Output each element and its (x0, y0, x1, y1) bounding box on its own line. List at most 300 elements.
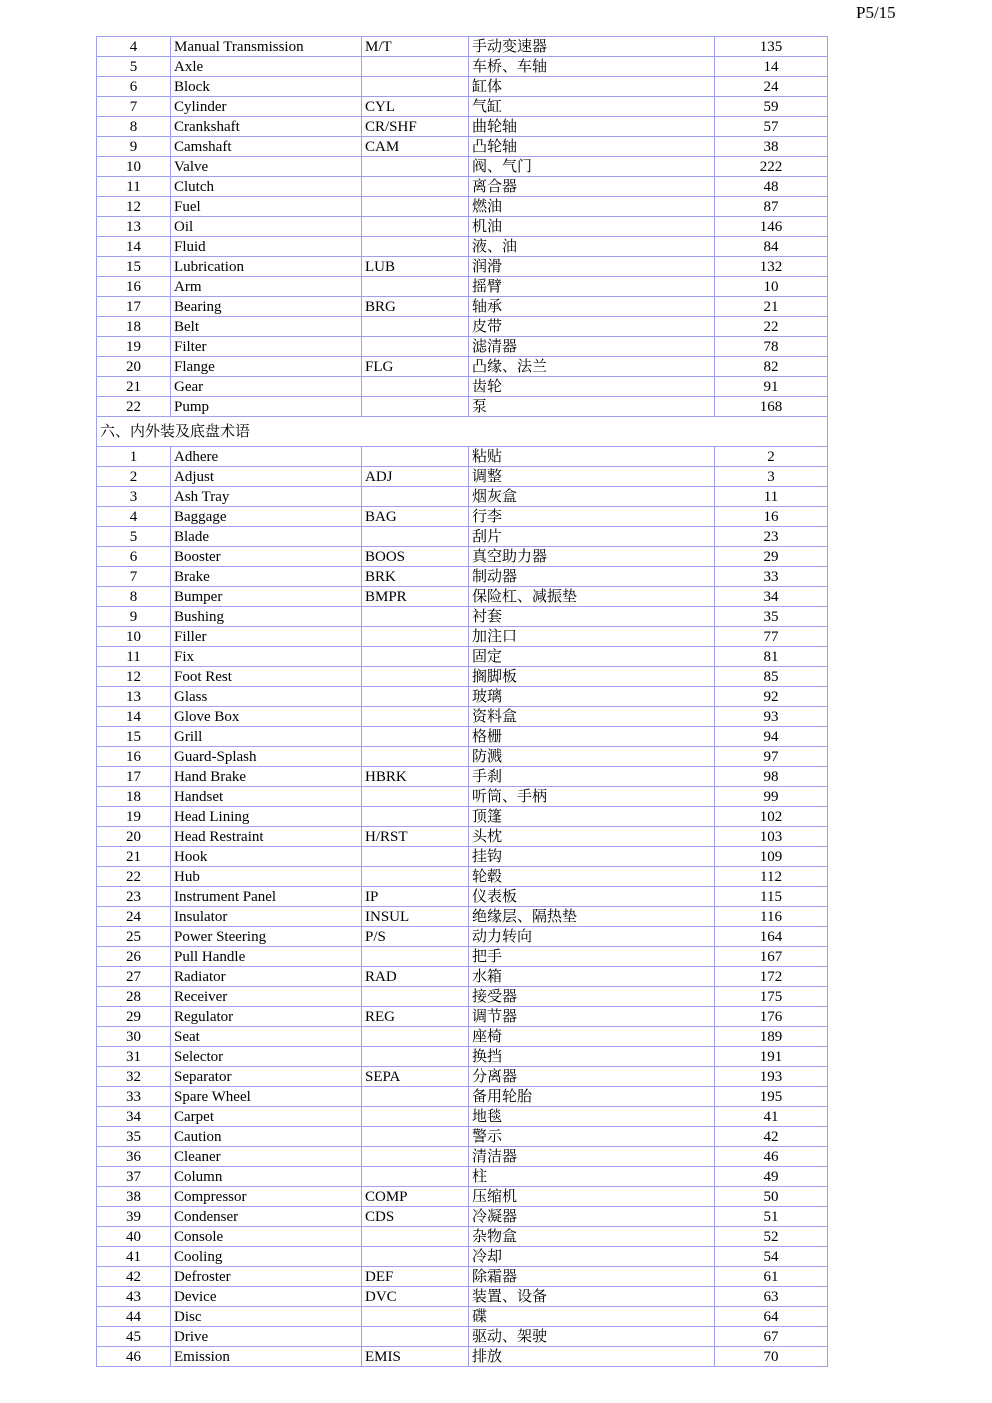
row-number: 32 (97, 1067, 171, 1087)
table-row (97, 567, 828, 587)
chinese-term: 听筒、手柄 (469, 787, 715, 807)
chinese-term: 手动变速器 (469, 37, 715, 57)
reference-number: 93 (715, 707, 828, 727)
table-row (97, 1187, 828, 1207)
english-term: Adhere (171, 447, 362, 467)
row-number: 42 (97, 1267, 171, 1287)
english-term: Emission (171, 1347, 362, 1367)
chinese-term: 加注口 (469, 627, 715, 647)
row-number: 46 (97, 1347, 171, 1367)
english-term: Disc (171, 1307, 362, 1327)
abbreviation (362, 337, 469, 357)
chinese-term: 摇臂 (469, 277, 715, 297)
english-term: Instrument Panel (171, 887, 362, 907)
reference-number: 103 (715, 827, 828, 847)
english-term: Glass (171, 687, 362, 707)
english-term: Console (171, 1227, 362, 1247)
table-row (97, 807, 828, 827)
reference-number: 115 (715, 887, 828, 907)
section-title: 六、内外装及底盘术语 (97, 417, 828, 447)
abbreviation: DEF (362, 1267, 469, 1287)
english-term: Brake (171, 567, 362, 587)
abbreviation: BMPR (362, 587, 469, 607)
chinese-term: 衬套 (469, 607, 715, 627)
reference-number: 92 (715, 687, 828, 707)
abbreviation (362, 177, 469, 197)
table-row (97, 1107, 828, 1127)
abbreviation: DVC (362, 1287, 469, 1307)
reference-number: 175 (715, 987, 828, 1007)
english-term: Blade (171, 527, 362, 547)
english-term: Guard-Splash (171, 747, 362, 767)
row-number: 6 (97, 77, 171, 97)
table-row (97, 1287, 828, 1307)
chinese-term: 泵 (469, 397, 715, 417)
abbreviation (362, 627, 469, 647)
reference-number: 63 (715, 1287, 828, 1307)
reference-number: 57 (715, 117, 828, 137)
reference-number: 67 (715, 1327, 828, 1347)
table-row (97, 827, 828, 847)
chinese-term: 除霜器 (469, 1267, 715, 1287)
table-row (97, 1007, 828, 1027)
row-number: 11 (97, 647, 171, 667)
reference-number: 164 (715, 927, 828, 947)
table-row (97, 77, 828, 97)
table-row (97, 1087, 828, 1107)
chinese-term: 轮毂 (469, 867, 715, 887)
chinese-term: 手刹 (469, 767, 715, 787)
row-number: 26 (97, 947, 171, 967)
row-number: 12 (97, 197, 171, 217)
table-row (97, 547, 828, 567)
abbreviation: FLG (362, 357, 469, 377)
row-number: 35 (97, 1127, 171, 1147)
table-row (97, 1207, 828, 1227)
chinese-term: 气缸 (469, 97, 715, 117)
english-term: Carpet (171, 1107, 362, 1127)
row-number: 2 (97, 467, 171, 487)
row-number: 10 (97, 627, 171, 647)
chinese-term: 警示 (469, 1127, 715, 1147)
chinese-term: 真空助力器 (469, 547, 715, 567)
chinese-term: 碟 (469, 1307, 715, 1327)
english-term: Receiver (171, 987, 362, 1007)
table-row (97, 1127, 828, 1147)
table-row (97, 907, 828, 927)
table-row (97, 967, 828, 987)
abbreviation: EMIS (362, 1347, 469, 1367)
abbreviation (362, 1087, 469, 1107)
reference-number: 59 (715, 97, 828, 117)
reference-number: 77 (715, 627, 828, 647)
row-number: 3 (97, 487, 171, 507)
chinese-term: 粘贴 (469, 447, 715, 467)
row-number: 5 (97, 527, 171, 547)
row-number: 24 (97, 907, 171, 927)
abbreviation (362, 847, 469, 867)
english-term: Seat (171, 1027, 362, 1047)
reference-number: 135 (715, 37, 828, 57)
abbreviation (362, 687, 469, 707)
row-number: 18 (97, 787, 171, 807)
abbreviation: ADJ (362, 467, 469, 487)
reference-number: 10 (715, 277, 828, 297)
reference-number: 87 (715, 197, 828, 217)
table-row (97, 277, 828, 297)
chinese-term: 调节器 (469, 1007, 715, 1027)
chinese-term: 调整 (469, 467, 715, 487)
reference-number: 61 (715, 1267, 828, 1287)
table-row (97, 887, 828, 907)
english-term: Filter (171, 337, 362, 357)
reference-number: 109 (715, 847, 828, 867)
abbreviation: INSUL (362, 907, 469, 927)
row-number: 19 (97, 337, 171, 357)
reference-number: 70 (715, 1347, 828, 1367)
chinese-term: 装置、设备 (469, 1287, 715, 1307)
abbreviation (362, 1107, 469, 1127)
table-row (97, 687, 828, 707)
table-row (97, 447, 828, 467)
english-term: Fuel (171, 197, 362, 217)
abbreviation: COMP (362, 1187, 469, 1207)
abbreviation (362, 607, 469, 627)
table-row (97, 787, 828, 807)
table-row (97, 647, 828, 667)
table-row (97, 1047, 828, 1067)
abbreviation (362, 787, 469, 807)
table-row (97, 987, 828, 1007)
table-row (97, 867, 828, 887)
table-row (97, 177, 828, 197)
row-number: 39 (97, 1207, 171, 1227)
english-term: Radiator (171, 967, 362, 987)
reference-number: 11 (715, 487, 828, 507)
reference-number: 34 (715, 587, 828, 607)
table-row (97, 627, 828, 647)
chinese-term: 制动器 (469, 567, 715, 587)
row-number: 18 (97, 317, 171, 337)
abbreviation: HBRK (362, 767, 469, 787)
chinese-term: 滤清器 (469, 337, 715, 357)
english-term: Belt (171, 317, 362, 337)
english-term: Device (171, 1287, 362, 1307)
row-number: 10 (97, 157, 171, 177)
row-number: 45 (97, 1327, 171, 1347)
reference-number: 189 (715, 1027, 828, 1047)
reference-number: 94 (715, 727, 828, 747)
english-term: Booster (171, 547, 362, 567)
chinese-term: 皮带 (469, 317, 715, 337)
table-row (97, 707, 828, 727)
reference-number: 50 (715, 1187, 828, 1207)
english-term: Oil (171, 217, 362, 237)
row-number: 12 (97, 667, 171, 687)
reference-number: 41 (715, 1107, 828, 1127)
english-term: Fluid (171, 237, 362, 257)
reference-number: 97 (715, 747, 828, 767)
row-number: 25 (97, 927, 171, 947)
abbreviation (362, 987, 469, 1007)
row-number: 31 (97, 1047, 171, 1067)
table-row (97, 397, 828, 417)
chinese-term: 清洁器 (469, 1147, 715, 1167)
table-row (97, 1227, 828, 1247)
reference-number: 132 (715, 257, 828, 277)
chinese-term: 仪表板 (469, 887, 715, 907)
english-term: Glove Box (171, 707, 362, 727)
english-term: Fix (171, 647, 362, 667)
reference-number: 168 (715, 397, 828, 417)
english-term: Arm (171, 277, 362, 297)
chinese-term: 凸轮轴 (469, 137, 715, 157)
section-header-row (97, 417, 828, 447)
english-term: Bushing (171, 607, 362, 627)
row-number: 41 (97, 1247, 171, 1267)
abbreviation (362, 1127, 469, 1147)
abbreviation (362, 807, 469, 827)
chinese-term: 刮片 (469, 527, 715, 547)
row-number: 28 (97, 987, 171, 1007)
row-number: 30 (97, 1027, 171, 1047)
table-row (97, 37, 828, 57)
english-term: Defroster (171, 1267, 362, 1287)
reference-number: 167 (715, 947, 828, 967)
row-number: 34 (97, 1107, 171, 1127)
table-row (97, 527, 828, 547)
abbreviation: SEPA (362, 1067, 469, 1087)
reference-number: 23 (715, 527, 828, 547)
chinese-term: 缸体 (469, 77, 715, 97)
reference-number: 84 (715, 237, 828, 257)
table-row (97, 237, 828, 257)
table-row (97, 1347, 828, 1367)
english-term: Separator (171, 1067, 362, 1087)
row-number: 1 (97, 447, 171, 467)
chinese-term: 动力转向 (469, 927, 715, 947)
english-term: Spare Wheel (171, 1087, 362, 1107)
english-term: Pull Handle (171, 947, 362, 967)
row-number: 21 (97, 377, 171, 397)
chinese-term: 冷却 (469, 1247, 715, 1267)
abbreviation: H/RST (362, 827, 469, 847)
reference-number: 54 (715, 1247, 828, 1267)
table-row (97, 1147, 828, 1167)
row-number: 22 (97, 397, 171, 417)
reference-number: 48 (715, 177, 828, 197)
abbreviation: CDS (362, 1207, 469, 1227)
abbreviation (362, 317, 469, 337)
abbreviation (362, 447, 469, 467)
reference-number: 21 (715, 297, 828, 317)
reference-number: 78 (715, 337, 828, 357)
row-number: 23 (97, 887, 171, 907)
chinese-term: 保险杠、减振垫 (469, 587, 715, 607)
chinese-term: 压缩机 (469, 1187, 715, 1207)
chinese-term: 燃油 (469, 197, 715, 217)
english-term: Cooling (171, 1247, 362, 1267)
abbreviation: BRG (362, 297, 469, 317)
row-number: 19 (97, 807, 171, 827)
english-term: Manual Transmission (171, 37, 362, 57)
abbreviation (362, 1227, 469, 1247)
chinese-term: 资料盒 (469, 707, 715, 727)
english-term: Filler (171, 627, 362, 647)
reference-number: 52 (715, 1227, 828, 1247)
english-term: Foot Rest (171, 667, 362, 687)
reference-number: 16 (715, 507, 828, 527)
abbreviation (362, 77, 469, 97)
reference-number: 176 (715, 1007, 828, 1027)
chinese-term: 水箱 (469, 967, 715, 987)
chinese-term: 液、油 (469, 237, 715, 257)
reference-number: 33 (715, 567, 828, 587)
reference-number: 42 (715, 1127, 828, 1147)
reference-number: 49 (715, 1167, 828, 1187)
english-term: Grill (171, 727, 362, 747)
english-term: Cleaner (171, 1147, 362, 1167)
row-number: 9 (97, 607, 171, 627)
chinese-term: 接受器 (469, 987, 715, 1007)
english-term: Caution (171, 1127, 362, 1147)
row-number: 16 (97, 747, 171, 767)
table-row (97, 947, 828, 967)
chinese-term: 车桥、车轴 (469, 57, 715, 77)
english-term: Insulator (171, 907, 362, 927)
table-section-header (97, 417, 828, 447)
chinese-term: 驱动、架驶 (469, 1327, 715, 1347)
row-number: 21 (97, 847, 171, 867)
table-row (97, 1167, 828, 1187)
reference-number: 102 (715, 807, 828, 827)
page-number: P5/15 (856, 3, 896, 22)
reference-number: 116 (715, 907, 828, 927)
abbreviation (362, 727, 469, 747)
table-row (97, 197, 828, 217)
abbreviation (362, 1147, 469, 1167)
chinese-term: 绝缘层、隔热垫 (469, 907, 715, 927)
english-term: Hook (171, 847, 362, 867)
reference-number: 81 (715, 647, 828, 667)
row-number: 7 (97, 567, 171, 587)
abbreviation: RAD (362, 967, 469, 987)
abbreviation (362, 867, 469, 887)
abbreviation (362, 277, 469, 297)
english-term: Handset (171, 787, 362, 807)
english-term: Selector (171, 1047, 362, 1067)
abbreviation (362, 197, 469, 217)
reference-number: 35 (715, 607, 828, 627)
row-number: 29 (97, 1007, 171, 1027)
table-row (97, 747, 828, 767)
abbreviation (362, 157, 469, 177)
english-term: Hand Brake (171, 767, 362, 787)
reference-number: 91 (715, 377, 828, 397)
chinese-term: 固定 (469, 647, 715, 667)
chinese-term: 格栅 (469, 727, 715, 747)
terminology-table (96, 36, 828, 1367)
row-number: 37 (97, 1167, 171, 1187)
row-number: 33 (97, 1087, 171, 1107)
chinese-term: 分离器 (469, 1067, 715, 1087)
abbreviation (362, 527, 469, 547)
table-row (97, 927, 828, 947)
english-term: Condenser (171, 1207, 362, 1227)
reference-number: 24 (715, 77, 828, 97)
abbreviation (362, 377, 469, 397)
chinese-term: 头枕 (469, 827, 715, 847)
abbreviation (362, 1027, 469, 1047)
reference-number: 29 (715, 547, 828, 567)
english-term: Camshaft (171, 137, 362, 157)
row-number: 5 (97, 57, 171, 77)
english-term: Ash Tray (171, 487, 362, 507)
abbreviation: BRK (362, 567, 469, 587)
table-row (97, 467, 828, 487)
english-term: Column (171, 1167, 362, 1187)
english-term: Head Restraint (171, 827, 362, 847)
reference-number: 82 (715, 357, 828, 377)
table-row (97, 337, 828, 357)
english-term: Crankshaft (171, 117, 362, 137)
row-number: 6 (97, 547, 171, 567)
table-row (97, 1247, 828, 1267)
table-row (97, 767, 828, 787)
row-number: 16 (97, 277, 171, 297)
row-number: 8 (97, 117, 171, 137)
chinese-term: 排放 (469, 1347, 715, 1367)
table-row (97, 587, 828, 607)
english-term: Flange (171, 357, 362, 377)
table-row (97, 1307, 828, 1327)
reference-number: 14 (715, 57, 828, 77)
abbreviation (362, 57, 469, 77)
table-row (97, 117, 828, 137)
table-row (97, 257, 828, 277)
row-number: 40 (97, 1227, 171, 1247)
abbreviation (362, 1247, 469, 1267)
chinese-term: 凸缘、法兰 (469, 357, 715, 377)
chinese-term: 玻璃 (469, 687, 715, 707)
chinese-term: 挂钩 (469, 847, 715, 867)
abbreviation: IP (362, 887, 469, 907)
english-term: Valve (171, 157, 362, 177)
abbreviation: CAM (362, 137, 469, 157)
reference-number: 193 (715, 1067, 828, 1087)
row-number: 20 (97, 357, 171, 377)
table-row (97, 157, 828, 177)
chinese-term: 机油 (469, 217, 715, 237)
row-number: 15 (97, 727, 171, 747)
chinese-term: 润滑 (469, 257, 715, 277)
abbreviation (362, 947, 469, 967)
english-term: Pump (171, 397, 362, 417)
table-row (97, 357, 828, 377)
table-row (97, 847, 828, 867)
table-row (97, 507, 828, 527)
reference-number: 85 (715, 667, 828, 687)
row-number: 13 (97, 687, 171, 707)
english-term: Head Lining (171, 807, 362, 827)
row-number: 20 (97, 827, 171, 847)
row-number: 27 (97, 967, 171, 987)
english-term: Axle (171, 57, 362, 77)
chinese-term: 防溅 (469, 747, 715, 767)
reference-number: 38 (715, 137, 828, 157)
reference-number: 22 (715, 317, 828, 337)
english-term: Drive (171, 1327, 362, 1347)
